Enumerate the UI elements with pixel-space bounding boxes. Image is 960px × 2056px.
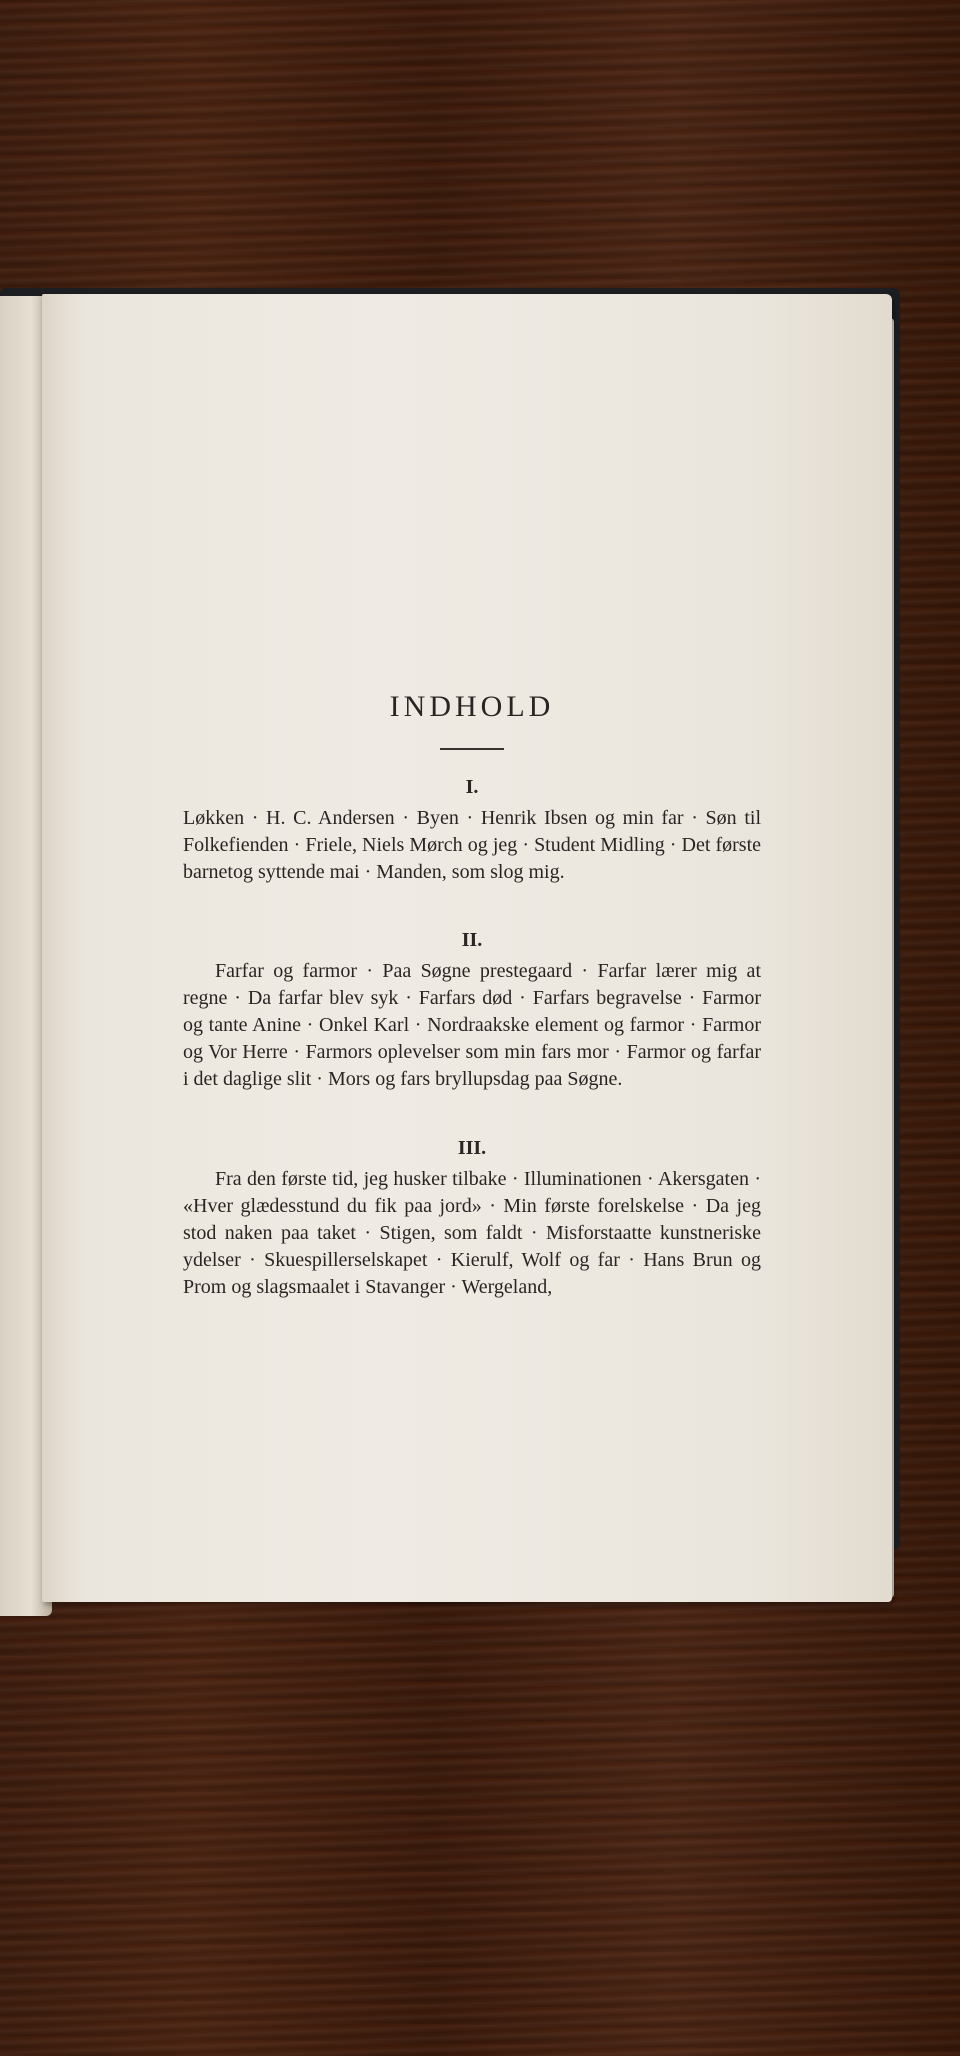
page-title: INDHOLD	[389, 690, 555, 723]
section-text: Fra den første tid, jeg husker tilbake · Illuminationen · Akersgaten · «Hver glædesstund du fik paa jord» · Min første forelskelse · Da jeg stod naken paa taket · Stigen, som faldt · Misforstaatte kunstneriske ydelser · Skuespillerselskapet · Kierulf, Wolf og far · Hans Brun og Prom og slagsmaalet i Stavanger · Wergeland,	[183, 1168, 761, 1298]
table-of-contents	[183, 690, 761, 1301]
section-numeral: II.	[461, 929, 483, 951]
section	[183, 929, 761, 1093]
section-numeral: III.	[457, 1137, 487, 1159]
title-rule	[440, 748, 504, 750]
section	[183, 776, 761, 886]
section-text: Løkken · H. C. Andersen · Byen · Henrik Ibsen og min far · Søn til Folkefienden · Friele, Niels Mørch og jeg · Student Midling · Det første barnetog syttende mai · Manden, som slog mig.	[183, 807, 761, 883]
section-text: Farfar og farmor · Paa Søgne prestegaard · Farfar lærer mig at regne · Da farfar blev syk · Farfars død · Farfars begravelse · Farmor og tante Anine · Onkel Karl · Nordraakske element og farmor · Farmor og Vor Herre · Farmors oplevelser som min fars mor · Farmor og farfar i det daglige slit · Mors og fars bryllupsdag paa Søgne.	[183, 960, 761, 1090]
section	[183, 1137, 761, 1301]
section-numeral: I.	[465, 776, 479, 798]
